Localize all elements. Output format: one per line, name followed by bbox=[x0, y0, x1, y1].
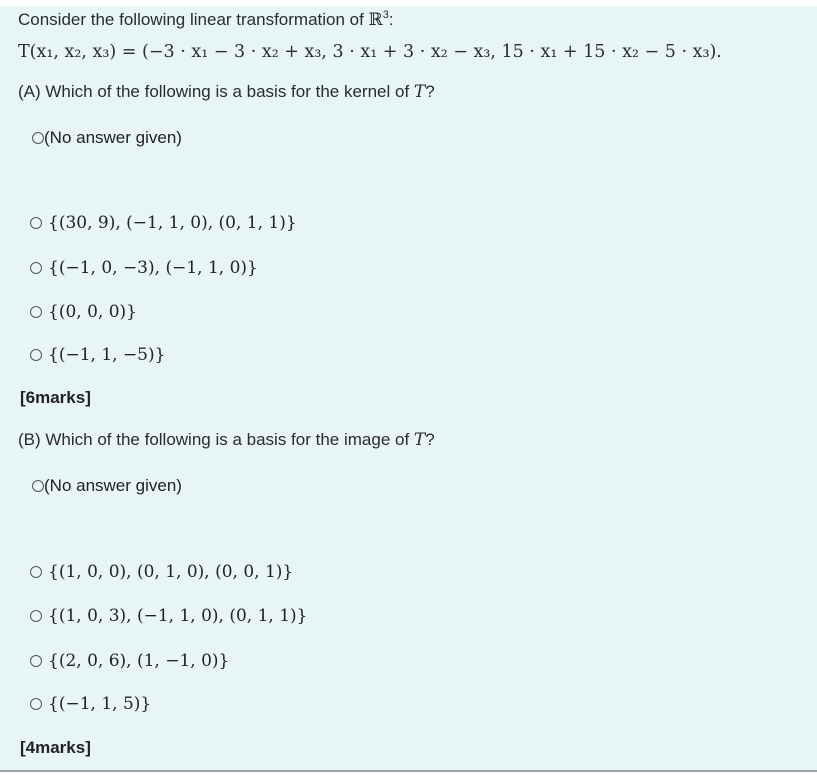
radio-button[interactable] bbox=[30, 698, 42, 710]
part-b-question-text: (B) Which of the following is a basis for the image of bbox=[18, 430, 414, 449]
part-a-question-suffix: ? bbox=[425, 82, 435, 101]
radio-button[interactable] bbox=[30, 217, 42, 229]
option-label: (No answer given) bbox=[44, 476, 182, 495]
radio-button[interactable] bbox=[30, 655, 42, 667]
radio-button[interactable] bbox=[30, 262, 42, 274]
part-b-option-3[interactable] bbox=[30, 651, 229, 671]
option-label: {(−1, 1, −5)} bbox=[48, 345, 166, 365]
part-a-option-3[interactable] bbox=[30, 302, 137, 322]
intro-suffix: : bbox=[388, 10, 394, 29]
part-a-question-var: T bbox=[413, 82, 426, 102]
option-label: {(1, 0, 0), (0, 1, 0), (0, 0, 1)} bbox=[48, 562, 294, 582]
part-a-option-2[interactable] bbox=[30, 258, 258, 278]
option-label: {(−1, 1, 5)} bbox=[48, 694, 152, 714]
part-b-option-2[interactable] bbox=[30, 606, 307, 626]
radio-button[interactable] bbox=[30, 349, 42, 361]
option-label: (No answer given) bbox=[44, 128, 182, 147]
field-exponent: 3 bbox=[382, 9, 389, 21]
part-b-option-4[interactable] bbox=[30, 694, 151, 714]
option-label: {(30, 9), (−1, 1, 0), (0, 1, 1)} bbox=[48, 213, 297, 233]
radio-button[interactable] bbox=[30, 610, 42, 622]
part-a-question bbox=[18, 82, 435, 102]
part-b-option-no-answer[interactable] bbox=[32, 476, 182, 496]
part-b-marks: [4marks] bbox=[20, 738, 91, 757]
part-a-option-1[interactable] bbox=[30, 213, 297, 233]
part-b-option-1[interactable] bbox=[30, 562, 293, 582]
radio-button[interactable] bbox=[30, 566, 42, 578]
option-label: {(0, 0, 0)} bbox=[48, 302, 137, 322]
part-b-question-suffix: ? bbox=[425, 430, 435, 449]
radio-button[interactable] bbox=[30, 306, 42, 318]
part-b-question-var: T bbox=[413, 430, 426, 450]
option-label: {(1, 0, 3), (−1, 1, 0), (0, 1, 1)} bbox=[48, 606, 308, 626]
part-b-question bbox=[18, 430, 435, 450]
option-label: {(−1, 0, −3), (−1, 1, 0)} bbox=[48, 258, 258, 278]
transformation-formula: T(x₁, x₂, x₃) = (−3 · x₁ − 3 · x₂ + x₃, 3 · x₁ + 3 · x₂ − x₃, 15 · x₁ + 15 · x₂ − 5 · x₃). bbox=[18, 42, 722, 62]
part-a-option-no-answer[interactable] bbox=[32, 128, 182, 148]
intro-text: Consider the following linear transformation of bbox=[18, 10, 369, 29]
bottom-divider bbox=[0, 770, 817, 772]
radio-button[interactable] bbox=[32, 480, 44, 492]
field-symbol: ℝ bbox=[368, 10, 383, 30]
part-a-marks: [6marks] bbox=[20, 388, 91, 407]
intro-line bbox=[18, 10, 394, 30]
part-a-option-4[interactable] bbox=[30, 345, 165, 365]
radio-button[interactable] bbox=[32, 132, 44, 144]
part-a-question-text: (A) Which of the following is a basis for the kernel of bbox=[18, 82, 414, 101]
option-label: {(2, 0, 6), (1, −1, 0)} bbox=[48, 651, 230, 671]
